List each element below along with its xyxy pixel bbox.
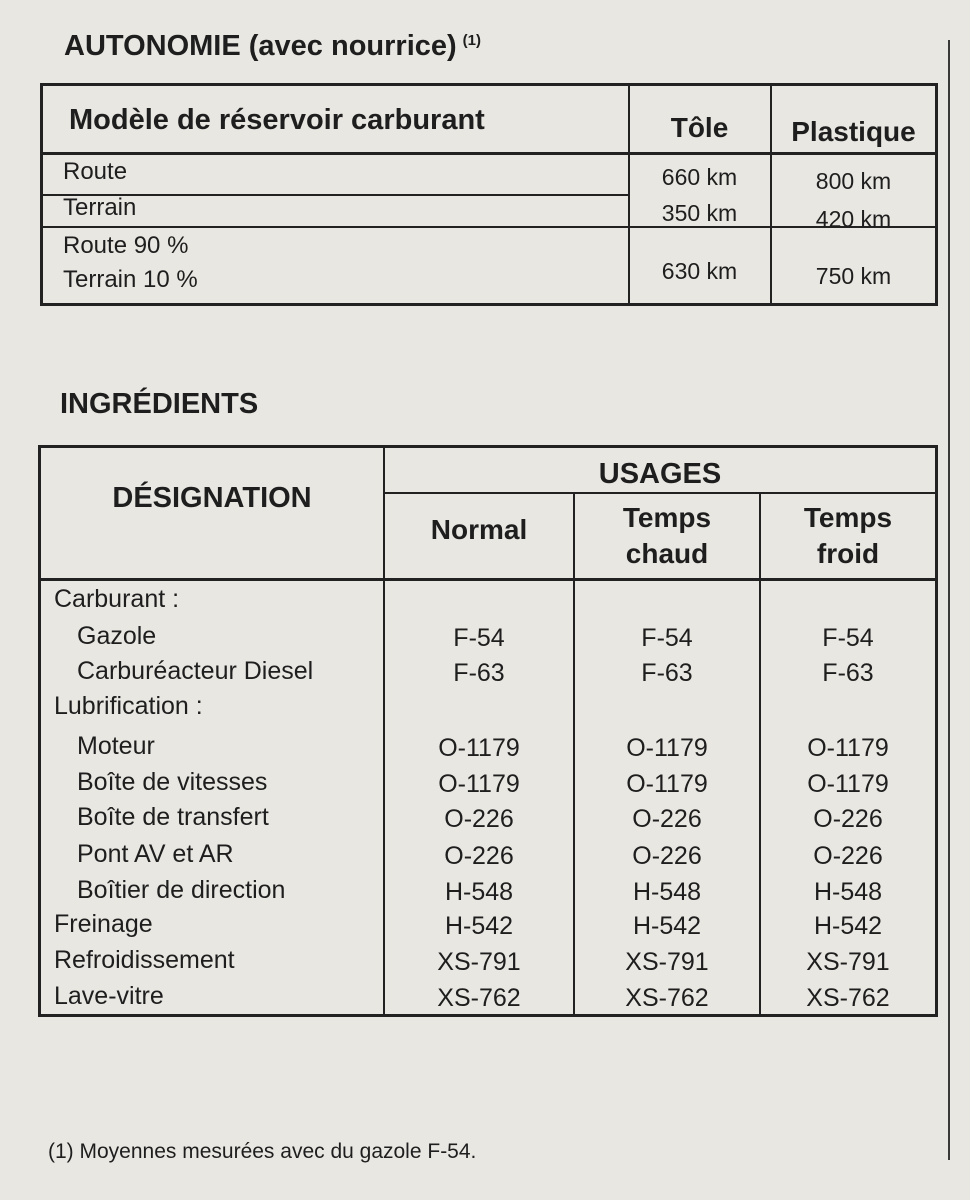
ingredients-title: INGRÉDIENTS: [60, 388, 259, 420]
ingredients-table: [38, 445, 938, 1017]
ingredient-label: Carburant :: [54, 585, 180, 613]
header-usages: USAGES: [598, 458, 722, 490]
ingredient-value: H-548: [444, 878, 514, 906]
header-label: Modèle de réservoir carburant: [69, 104, 485, 136]
ingredient-value: O-1179: [438, 770, 520, 798]
header-temps-chaud: chaud: [625, 538, 709, 569]
header-temps-chaud: Temps: [622, 502, 712, 533]
ingredient-label: Freinage: [54, 910, 153, 938]
value-tole: 350 km: [661, 200, 738, 226]
ingredient-label: Moteur: [77, 732, 155, 760]
ingredient-value: O-1179: [807, 770, 889, 798]
ingredient-label: Gazole: [77, 622, 157, 650]
ingredient-value: XS-762: [625, 984, 709, 1012]
ingredient-value: O-1179: [438, 734, 520, 762]
ingredient-value: XS-791: [625, 948, 709, 976]
autonomie-table: [40, 83, 938, 306]
ingredient-value: O-226: [444, 805, 514, 833]
header-temps-froid: froid: [816, 538, 880, 569]
ingredient-value: XS-762: [437, 984, 521, 1012]
value-tole: 660 km: [661, 164, 738, 190]
ingredient-value: F-63: [641, 659, 693, 687]
ingredient-value: XS-762: [806, 984, 890, 1012]
row-label: Route 90 %: [63, 232, 189, 259]
value-plastique: 750 km: [815, 263, 892, 289]
header-designation: DÉSIGNATION: [112, 482, 312, 514]
page-margin-rule: [948, 40, 950, 1160]
ingredient-value: O-226: [632, 805, 702, 833]
ingredient-value: H-548: [632, 878, 702, 906]
header-tole: Tôle: [670, 112, 729, 143]
header-divider: [41, 578, 935, 581]
header-plastique: Plastique: [791, 116, 916, 147]
ingredient-value: F-54: [641, 624, 693, 652]
header-divider: [43, 152, 935, 155]
value-plastique: 420 km: [815, 206, 892, 232]
ingredient-value: O-226: [632, 842, 702, 870]
ingredient-value: F-54: [822, 624, 874, 652]
ingredient-value: F-54: [453, 624, 505, 652]
ingredient-value: F-63: [822, 659, 874, 687]
footnote-ref: (1): [462, 32, 482, 49]
ingredient-value: O-226: [813, 842, 883, 870]
ingredient-value: O-226: [813, 805, 883, 833]
row-label: Terrain: [63, 194, 137, 221]
ingredient-value: F-63: [453, 659, 505, 687]
footnote: (1) Moyennes mesurées avec du gazole F-54.: [48, 1140, 477, 1163]
ingredient-value: H-542: [444, 912, 514, 940]
ingredient-label: Lubrification :: [54, 692, 203, 720]
ingredient-value: H-548: [813, 878, 883, 906]
row-label: Terrain 10 %: [63, 266, 198, 293]
ingredient-value: O-1179: [626, 770, 708, 798]
ingredient-label: Lave-vitre: [54, 982, 164, 1010]
ingredient-value: O-1179: [807, 734, 889, 762]
ingredient-value: H-542: [813, 912, 883, 940]
ingredient-value: O-226: [444, 842, 514, 870]
ingredient-label: Boîte de transfert: [77, 803, 269, 831]
ingredient-value: XS-791: [437, 948, 521, 976]
value-tole: 630 km: [661, 258, 738, 284]
ingredient-label: Pont AV et AR: [77, 840, 234, 868]
header-temps-froid: Temps: [803, 502, 893, 533]
header-normal: Normal: [430, 514, 528, 545]
ingredient-label: Boîte de vitesses: [77, 768, 268, 796]
ingredient-value: O-1179: [626, 734, 708, 762]
ingredient-label: Refroidissement: [54, 946, 235, 974]
value-plastique: 800 km: [815, 168, 892, 194]
row-label: Route: [63, 158, 128, 185]
autonomie-title: AUTONOMIE (avec nourrice) $^{(1)}$: [64, 30, 482, 62]
ingredient-value: XS-791: [806, 948, 890, 976]
ingredient-value: H-542: [632, 912, 702, 940]
ingredient-label: Boîtier de direction: [77, 876, 286, 904]
ingredient-label: Carburéacteur Diesel: [77, 657, 314, 685]
usages-divider: [383, 492, 935, 494]
